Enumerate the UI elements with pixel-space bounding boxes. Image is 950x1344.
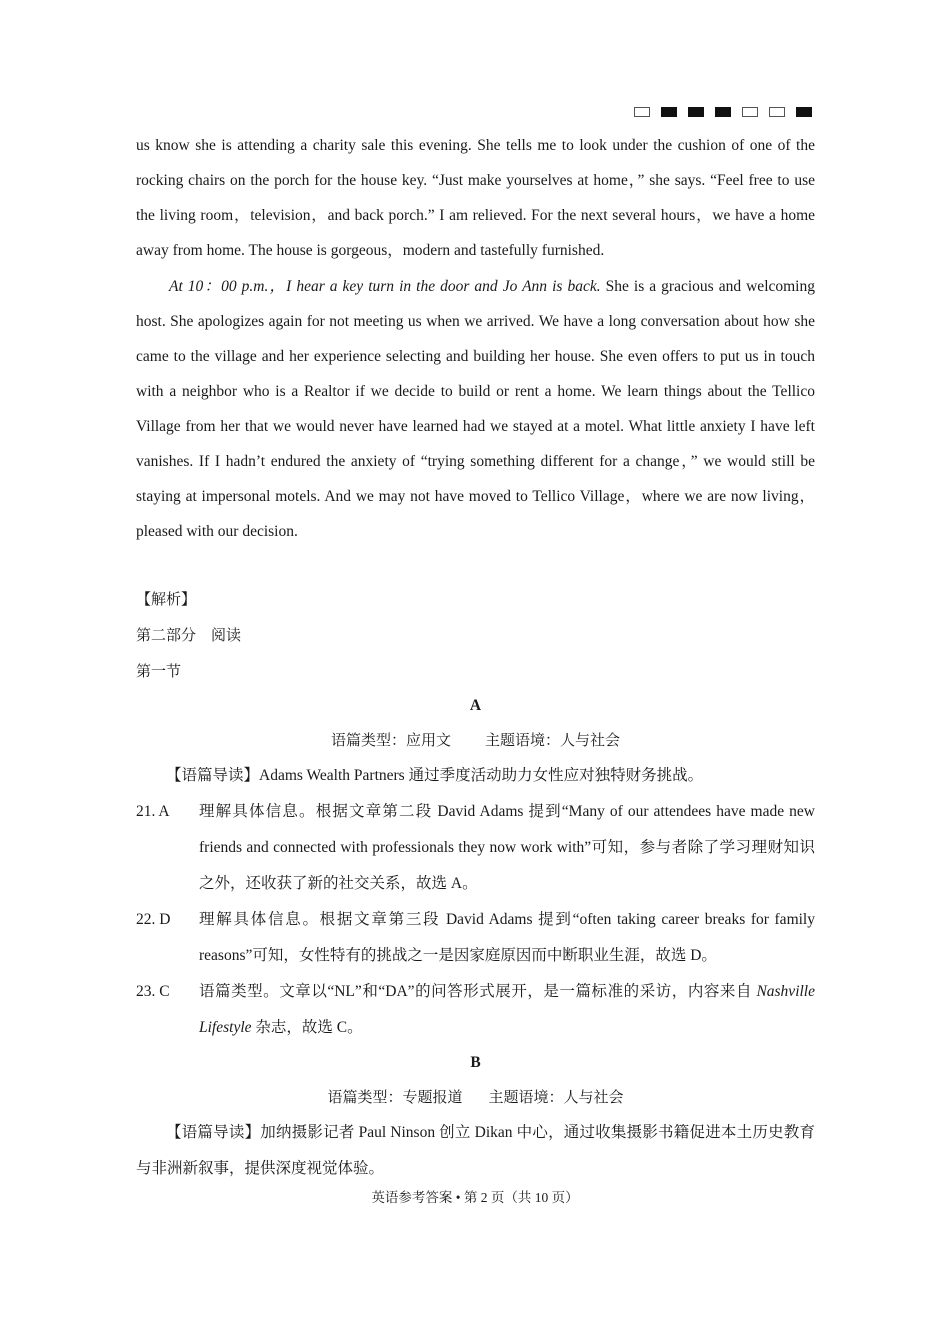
filled-square-mark xyxy=(715,107,731,117)
empty-square-mark xyxy=(634,107,650,117)
passage-b-letter: B xyxy=(470,1054,481,1071)
passage-b-type: 语篇类型：专题报道 xyxy=(327,1088,463,1106)
passage-a-type: 语篇类型：应用文 xyxy=(330,731,451,749)
passage-a-letter: A xyxy=(469,697,482,714)
empty-square-mark xyxy=(742,107,758,117)
question-number: 21. A xyxy=(136,803,170,820)
filled-square-mark xyxy=(688,107,704,117)
passage-a-guide xyxy=(136,757,815,794)
header-marks xyxy=(634,107,812,117)
page-footer: 英语参考答案 • 第 2 页（共 10 页） xyxy=(371,1190,579,1205)
analysis-heading: 【解析】 xyxy=(136,590,197,608)
empty-square-mark xyxy=(769,107,785,117)
passage-b-type-line xyxy=(136,1080,815,1114)
guide-text: 加纳摄影记者 Paul Ninson 创立 Dikan 中心，通过收集摄影书籍促进本土历史教育与非洲新叙事，提供深度视觉体验。 xyxy=(136,1124,815,1177)
reading-passage xyxy=(136,128,815,549)
filled-square-mark xyxy=(796,107,812,117)
question-explanation: 理解具体信息。根据文章第二段 David Adams 提到“Many of our attendees have made new friends and connected with professionals they now work with”可知，参与者除了学习理财知识之外，还收获了新的社交关系，故选 A。 xyxy=(199,803,815,892)
filled-square-mark xyxy=(661,107,677,117)
explanation-text: 语篇类型。文章以“NL”和“DA”的问答形式展开，是一篇标准的采访，内容来自 xyxy=(199,983,757,1000)
question-21 xyxy=(136,794,815,902)
question-explanation: 理解具体信息。根据文章第三段 David Adams 提到“often taking career breaks for family reasons”可知，女性特有的挑战之一是因家庭原因而中断职业生涯，故选 D。 xyxy=(199,911,815,964)
passage-paragraph-2 xyxy=(136,269,815,549)
passage-a-theme: 主题语境：人与社会 xyxy=(485,731,621,749)
passage-paragraph-2-text: She is a gracious and welcoming host. She apologizes again for not meeting us when we arrived. We have a long conversation about how she came to the village and her experience selecting and building her house. She even offers to put us in touch with a neighbor who is a Realtor if we decide to build or rent a home. We learn things about the Tellico Village from her that we would never have learned had we stayed at a motel. What little anxiety I have left vanishes. If I hadn’t endured the anxiety of “trying something different for a change，” we would still be staying at impersonal motels. And we may not have moved to Tellico Village，where we are now living，pleased with our decision. xyxy=(136,278,815,540)
part-heading: 第二部分 阅读 xyxy=(136,626,242,644)
passage-paragraph-1: us know she is attending a charity sale this evening. She tells me to look under the cushion of one of the rocking chairs on the porch for the house key. “Just make yourselves at home，” she says. “Feel free to use the living room，television，and back porch.” I am relieved. For the next several hours，we have a home away from home. The house is gorgeous，modern and tastefully furnished. xyxy=(136,137,815,259)
passage-b-theme: 主题语境：人与社会 xyxy=(488,1088,624,1106)
question-number: 23. C xyxy=(136,983,170,1000)
question-number: 22. D xyxy=(136,911,171,928)
question-explanation xyxy=(199,974,815,1046)
magazine-title: Nashville Lifestyle xyxy=(199,983,815,1036)
guide-label: 【语篇导读】 xyxy=(166,766,260,784)
question-23 xyxy=(136,974,815,1046)
section-heading: 第一节 xyxy=(136,662,182,680)
passage-b-guide xyxy=(136,1114,815,1187)
passage-a-type-line xyxy=(136,723,815,757)
explanation-text-end: 杂志，故选 C。 xyxy=(251,1019,363,1036)
guide-label: 【语篇导读】 xyxy=(166,1123,261,1141)
question-22 xyxy=(136,902,815,974)
guide-text: Adams Wealth Partners 通过季度活动助力女性应对独特财务挑战。 xyxy=(259,767,704,784)
page-content xyxy=(136,128,815,1187)
passage-italic-sentence: At 10：00 p.m.，I hear a key turn in the door and Jo Ann is back. xyxy=(169,278,601,295)
